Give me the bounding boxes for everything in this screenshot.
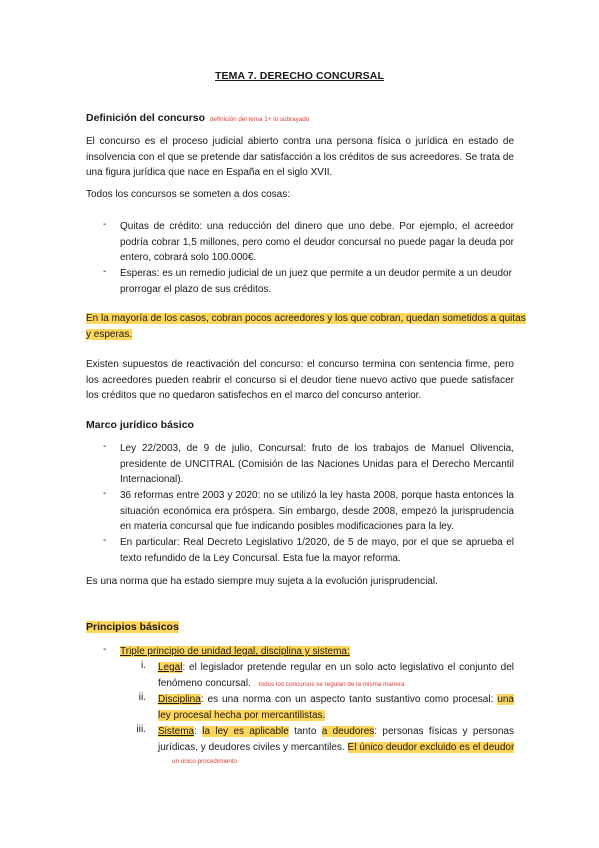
heading-text: Definición del concurso (86, 112, 206, 124)
bullet-dash: - (103, 644, 107, 655)
principle-disciplina: Disciplina: es una norma con un aspecto tanto sustantivo como procesal: una ley procesal hecha por mercantilistas. (158, 694, 514, 721)
item-line: prorrogar el plazo de sus créditos. (120, 283, 272, 295)
highlighted-text: a deudores (321, 726, 375, 737)
highlighted-text: El único deudor excluido es el deudor (347, 741, 515, 753)
principle-term: Sistema (158, 726, 195, 737)
bullet-dash: - (103, 488, 107, 499)
roman-numeral: i. (141, 660, 146, 671)
handwritten-note: todos los concursos se regulan de la misma manera (258, 680, 405, 688)
paragraph-norma: Es una norma que ha estado siempre muy sujeta a la evolución jurisprudencial. (86, 576, 438, 587)
item-line: situación económica era próspera. Sin embargo, desde 2008, empezó la jurisprudencia (120, 505, 514, 517)
highlighted-paragraph (86, 311, 526, 342)
list-item-quitas (120, 219, 514, 266)
item-line: Ley 22/2003, de 9 de julio, Concursal: fruto de los trabajos de Manuel Olivencia, (120, 443, 514, 454)
handwritten-note: definición del tema 1+ lo subrayado (210, 116, 310, 123)
principle-sistema: Sistema: la ley es aplicable tanto a deudores: personas físicas y personas jurídicas, y deudores civiles y mercantiles. El único deudor excluido es el deudor un único procedimiento (158, 726, 515, 766)
paragraph-line: El concurso es el proceso judicial abierto contra una persona física o jurídica en estado de (86, 136, 514, 147)
bullet-dash: - (103, 441, 107, 452)
paragraph-line: Existen supuestos de reactivación del concurso: el concurso termina con sentencia firme, pero (86, 359, 514, 370)
list-item-esperas (120, 266, 514, 297)
heading-text: Principios básicos (86, 621, 179, 633)
principle-legal: Legal: el legislador pretende regular en un solo acto legislativo el conjunto del fenómeno concursal. todos los concursos se regulan de la misma manera (158, 662, 514, 689)
document-title: TEMA 7. DERECHO CONCURSAL (215, 70, 384, 82)
roman-numeral: ii. (138, 692, 146, 703)
roman-numeral: iii. (136, 724, 146, 735)
list-item-ley-22-2003 (120, 441, 514, 488)
paragraph-dos-cosas: Todos los concursos se someten a dos cosas: (86, 189, 290, 200)
section-heading-principios (86, 621, 179, 633)
bullet-dash: - (103, 266, 107, 277)
highlighted-text: y esperas. (86, 328, 133, 340)
paragraph-line: insolvencia con el que se pretende dar satisfacción a los créditos de sus acreedores. Se trata de (86, 151, 514, 163)
paragraph-line: los créditos que no quedaron satisfechos en el marco del concurso anterior. (86, 390, 422, 402)
item-line: En particular: Real Decreto Legislativo 1/2020, de 5 de mayo, por el que se aprueba el (120, 537, 514, 548)
list-item-triple-principio (120, 644, 514, 660)
highlighted-text: ley procesal hecha por mercantilistas. (158, 709, 326, 721)
item-line: podría cobrar 1,5 millones, pero como el deudor concursal no puede pagar la deuda por (120, 236, 514, 248)
list-item-reformas (120, 488, 514, 535)
paragraph-reactivacion (86, 357, 514, 404)
highlighted-text: Triple principio de unidad legal, disciplina y sistema: (120, 646, 350, 657)
list-item-rdl-1-2020 (120, 535, 514, 566)
handwritten-note: un único procedimiento (172, 758, 238, 766)
highlighted-text: la ley es aplicable (202, 726, 289, 737)
principle-term: Disciplina (158, 694, 201, 705)
item-line: Quitas de crédito: una reducción del dinero que uno debe. Por ejemplo, el acreedor (120, 221, 514, 232)
section-heading-definicion (86, 112, 309, 124)
item-line: presidente de UNCITRAL (Comisión de las Naciones Unidas para el Derecho Mercantil (120, 458, 514, 470)
item-line: en materia concursal que fue indicando posibles modificaciones para la ley. (120, 521, 454, 533)
bullet-dash: - (103, 535, 107, 546)
paragraph-line: una figura jurídica que nace en España en el siglo XVII. (86, 167, 333, 179)
paragraph-line: los acreedores pueden reabrir el concurso si el deudor tiene nuevo activo que puede satisfacer (86, 374, 514, 386)
principle-term: Legal (158, 662, 183, 673)
item-line: Internacional). (120, 474, 184, 486)
section-heading-marco: Marco jurídico básico (86, 419, 194, 431)
highlighted-text: una (497, 694, 514, 705)
item-line: texto refundido de la Ley Concursal. Esta fue la mayor reforma. (120, 552, 401, 564)
paragraph-definicion (86, 134, 514, 181)
item-line: entero, cobrará solo 100.000€. (120, 252, 257, 264)
item-line: 36 reformas entre 2003 y 2020: no se utilizó la ley hasta 2008, porque hasta entonces la (120, 490, 514, 501)
highlighted-text: En la mayoría de los casos, cobran pocos acreedores y los que cobran, quedan sometidos a quitas (86, 313, 526, 324)
bullet-dash: - (103, 219, 107, 230)
item-line: Esperas: es un remedio judicial de un juez que permite a un deudor permite a un deudor (120, 268, 512, 279)
